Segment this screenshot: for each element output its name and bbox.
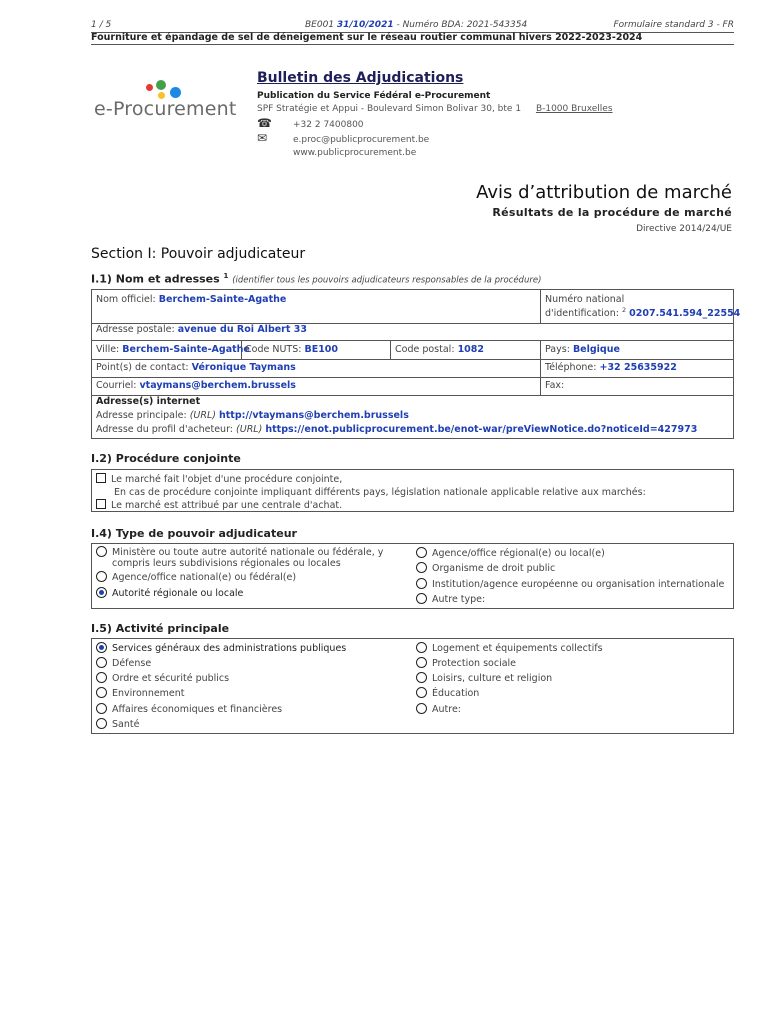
- i5-option-environment[interactable]: Environnement: [96, 687, 185, 699]
- contract-subject: Fourniture et épandage de sel de déneigement sur le réseau routier communal hivers 2022-2023-2024: [91, 32, 643, 43]
- i1-heading: I.1) Nom et adresses: [91, 272, 220, 286]
- central-purchasing-option: Le marché est attribué par une centrale d'achat.: [96, 499, 342, 511]
- phone-row: Téléphone: +32 25635922: [545, 362, 677, 373]
- main-address-link[interactable]: http://vtaymans@berchem.brussels: [219, 410, 409, 421]
- radio-icon[interactable]: [416, 672, 427, 683]
- bulletin-publication: Publication du Service Fédéral e-Procurement: [257, 91, 491, 101]
- radio-icon[interactable]: [96, 571, 107, 582]
- contact-value: Véronique Taymans: [191, 362, 296, 373]
- i1-footnote-ref: 1: [223, 272, 229, 280]
- radio-selected-icon[interactable]: [96, 587, 107, 598]
- i4-box: [91, 543, 734, 609]
- postal-code-value: 1082: [457, 344, 485, 355]
- form-name: Formulaire standard 3 - FR: [613, 20, 734, 30]
- i5-option-economic-affairs[interactable]: Affaires économiques et financières: [96, 703, 282, 715]
- national-id-value: 0207.541.594_22554: [629, 308, 741, 320]
- buyer-profile-link[interactable]: https://enot.publicprocurement.be/enot-war/preViewNotice.do?noticeId=427973: [265, 424, 698, 435]
- phone-value: +32 25635922: [599, 362, 677, 373]
- main-address-row: Adresse principale: (URL) http://vtaymans@berchem.brussels: [96, 410, 409, 421]
- i4-option-ministry[interactable]: Ministère ou toute autre autorité nationale ou fédérale, y: [96, 546, 383, 558]
- i5-option-general-services[interactable]: Services généraux des administrations publiques: [96, 642, 346, 654]
- nuts-row: Code NUTS: BE100: [245, 344, 339, 355]
- i5-option-other[interactable]: Autre:: [416, 703, 461, 715]
- logo-dot-blue: [170, 87, 181, 98]
- radio-icon[interactable]: [416, 578, 427, 589]
- logo-dot-green: [156, 80, 166, 90]
- joint-procedure-checkbox[interactable]: [96, 473, 106, 483]
- i5-option-health[interactable]: Santé: [96, 718, 139, 730]
- central-purchasing-checkbox[interactable]: [96, 499, 106, 509]
- radio-icon[interactable]: [96, 703, 107, 714]
- logo-dot-red: [146, 84, 153, 91]
- city-value: Berchem-Sainte-Agathe: [122, 344, 250, 355]
- bulletin-title: Bulletin des Adjudications: [257, 70, 464, 86]
- email-value[interactable]: vtaymans@berchem.brussels: [139, 380, 296, 391]
- radio-icon[interactable]: [96, 718, 107, 729]
- bulletin-address: SPF Stratégie et Appui - Boulevard Simon Bolivar 30, bte 1: [257, 104, 522, 114]
- i5-box: [91, 638, 734, 734]
- form-code: BE001: [305, 20, 335, 30]
- postal-address-value: avenue du Roi Albert 33: [177, 324, 307, 335]
- postal-address-row: Adresse postale: avenue du Roi Albert 33: [96, 324, 307, 335]
- radio-icon[interactable]: [416, 547, 427, 558]
- bulletin-phone-row: [257, 116, 364, 130]
- i5-option-education[interactable]: Éducation: [416, 687, 479, 699]
- bulletin-website-row: [257, 148, 416, 158]
- official-name-value: Berchem-Sainte-Agathe: [158, 294, 287, 305]
- i5-option-defense[interactable]: Défense: [96, 657, 151, 669]
- postal-code-row: Code postal: 1082: [395, 344, 485, 355]
- email-row: Courriel: vtaymans@berchem.brussels: [96, 380, 296, 391]
- phone-icon: ☎: [257, 116, 272, 130]
- radio-icon[interactable]: [416, 642, 427, 653]
- i1-heading-row: [91, 272, 541, 286]
- i4-option-other[interactable]: Autre type:: [416, 593, 485, 605]
- radio-icon[interactable]: [96, 687, 107, 698]
- bulletin-address-line: [257, 104, 613, 114]
- i4-option-national-agency[interactable]: Agence/office national(e) ou fédéral(e): [96, 571, 296, 583]
- bulletin-email-row: [257, 131, 429, 145]
- bulletin-block: [257, 70, 613, 114]
- bulletin-website[interactable]: www.publicprocurement.be: [293, 148, 417, 158]
- country-value: Belgique: [572, 344, 620, 355]
- i5-option-social-protection[interactable]: Protection sociale: [416, 657, 516, 669]
- i5-option-housing[interactable]: Logement et équipements collectifs: [416, 642, 603, 654]
- national-id-row: d'identification: $^2$ 0207.541.594_22554: [545, 306, 741, 320]
- national-id-label: Numéro national: [545, 294, 625, 305]
- i1-address-table: [91, 289, 741, 439]
- i4-heading: I.4) Type de pouvoir adjudicateur: [91, 527, 297, 540]
- notice-subtitle: Résultats de la procédure de marché: [492, 206, 732, 219]
- subject-divider: [91, 44, 734, 45]
- i4-option-regional-authority[interactable]: Autorité régionale ou locale: [96, 587, 243, 599]
- radio-icon[interactable]: [416, 562, 427, 573]
- envelope-icon: ✉: [257, 131, 268, 145]
- i4-option-ministry-cont: compris leurs subdivisions régionales ou locales: [112, 558, 341, 569]
- joint-procedure-note: En cas de procédure conjointe impliquant différents pays, législation nationale applicable relative aux marchés:: [114, 487, 646, 498]
- i1-note: (identifier tous les pouvoirs adjudicateurs responsables de la procédure): [232, 275, 542, 286]
- i5-option-public-order[interactable]: Ordre et sécurité publics: [96, 672, 229, 684]
- form-reference: [305, 20, 527, 30]
- nuts-value: BE100: [304, 344, 339, 355]
- radio-icon[interactable]: [96, 546, 107, 557]
- page-number: 1 / 5: [91, 20, 112, 30]
- radio-icon[interactable]: [96, 657, 107, 668]
- page-header: [91, 20, 734, 32]
- i4-option-regional-agency[interactable]: Agence/office régional(e) ou local(e): [416, 547, 605, 559]
- i4-option-eu-institution[interactable]: Institution/agence européenne ou organisation internationale: [416, 578, 724, 590]
- radio-icon[interactable]: [416, 687, 427, 698]
- publication-date: 31/10/2021: [336, 20, 394, 30]
- radio-icon[interactable]: [416, 593, 427, 604]
- i2-box: [91, 469, 734, 512]
- i4-option-public-law-body[interactable]: Organisme de droit public: [416, 562, 555, 574]
- eprocurement-logo: [94, 80, 237, 125]
- notice-title: Avis d’attribution de marché: [476, 182, 732, 203]
- fax-row: Fax:: [545, 380, 565, 391]
- i2-heading: I.2) Procédure conjointe: [91, 452, 241, 465]
- notice-directive: Directive 2014/24/UE: [636, 224, 732, 234]
- i5-option-recreation[interactable]: Loisirs, culture et religion: [416, 672, 552, 684]
- section-title: Section I: Pouvoir adjudicateur: [91, 246, 306, 262]
- contact-row: Point(s) de contact: Véronique Taymans: [96, 362, 296, 373]
- bulletin-email[interactable]: e.proc@publicprocurement.be: [293, 135, 430, 145]
- city-row: Ville: Berchem-Sainte-Agathe: [96, 344, 250, 355]
- radio-selected-icon[interactable]: [96, 642, 107, 653]
- radio-icon[interactable]: [416, 657, 427, 668]
- radio-icon[interactable]: [416, 703, 427, 714]
- i5-heading: I.5) Activité principale: [91, 622, 230, 635]
- country-row: Pays: Belgique: [545, 344, 620, 355]
- internet-heading: Adresse(s) internet: [96, 396, 201, 407]
- radio-icon[interactable]: [96, 672, 107, 683]
- bda-number: - Numéro BDA: 2021-543354: [396, 20, 528, 30]
- joint-procedure-option: Le marché fait l'objet d'une procédure conjointe,: [96, 473, 342, 485]
- buyer-profile-row: Adresse du profil d'acheteur: (URL) https://enot.publicprocurement.be/enot-war/preViewNotice.do?noticeId=427973: [96, 424, 698, 435]
- logo-text: e-Procurement: [94, 98, 237, 120]
- bulletin-city: B-1000 Bruxelles: [535, 104, 613, 114]
- official-name-row: Nom officiel: Berchem-Sainte-Agathe: [96, 294, 287, 305]
- bulletin-phone: +32 2 7400800: [293, 120, 364, 130]
